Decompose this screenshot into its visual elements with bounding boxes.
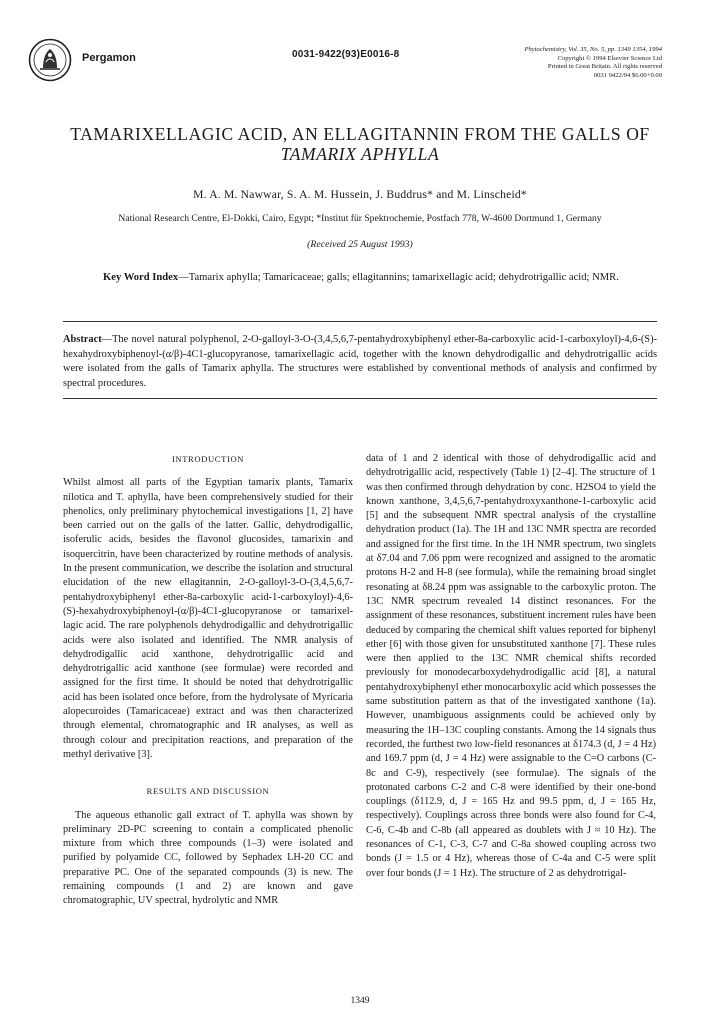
keywords-text: —Tamarix aphylla; Tamaricaceae; galls; ellagitannins; tamarixellagic acid; dehydrotrigallic acid; NMR. (178, 272, 619, 283)
abstract-label: Abstract (63, 334, 102, 345)
received-date: (Received 25 August 1993) (307, 239, 413, 250)
doi-code: 0031-9422(93)E0016-8 (292, 49, 400, 60)
printed-line: Printed in Great Britain. All rights reserved (547, 63, 662, 71)
title-line-1: TAMARIXELLAGIC ACID, AN ELLAGITANNIN FROM THE GALLS OF (70, 124, 650, 144)
results-text: The aqueous ethanolic gall extract of T. aphylla was shown by preliminary 2D-PC screening to contain a complicated phenolic mixture from which three compounds (1–3) were isolated and purified by polyamide CC, followed by Sephadex LH-20 CC and preparative PC. One of the separated compounds (3) is new. The remaining compounds (1 and 2) are known and gave chromatographic, UV spectral, hydrolytic and NMR (63, 809, 353, 907)
journal-citation: Phytochemistry, Vol. 35, No. 5, pp. 1349 1354, 1994 (524, 46, 662, 53)
page-number: 1349 (350, 996, 370, 1006)
introduction-text: Whilst almost all parts of the Egyptian tamarix plants, Tamarix nilotica and T. aphylla, have been comprehensively studied for their phenolics, only preliminary phytochemical investigations [1, 2] have been carried out on the galls of the latter. Gallic, dehydrodigallic, isoferulic acids, besides the flavonol glucosides, tamarixin and isoquercitrin, have been characterized by routine methods of analysis. In the present communication, we describe the isolation and structural elucidation of the new ellagitannin, 2-O-galloyl-3-O-(3,4,5,6,7-pentahydroxybiphenyl ether-8a-carboxylic acid-1-carboxyloyl)-4,6-(S)-hexahydroxybiphenoyl-(α/β)-4C1-glucopyranose or tamarixel-lagic acid. The rare polyphenols dehydrodigallic and dehydrotrigallic acids were also isolated and identified. The NMR analysis of dehydrodigallic acid xanthone, dehydrotrigallic acid and dehydrotrigallic acid xanthone (see formulae) were recorded and assigned for the first time. It should be noted that dehydrotrigallic acid has been isolated once before, from the hydrolysate of Myricaria alopecuroides (Tamaricaceae) extract and was then characterized through elemental, chromatographic and IR analyses, as well as through colour and precipitation reactions, and preparation of the methyl derivative [3]. (63, 477, 353, 760)
price-code: 0031 9422/94 $6.00+0.00 (593, 71, 662, 79)
authors: M. A. M. Nawwar, S. A. M. Hussein, J. Buddrus* and M. Linscheid* (193, 188, 527, 201)
abstract (63, 333, 657, 391)
publisher-name: Pergamon (82, 52, 136, 64)
abstract-top-rule (63, 321, 657, 322)
title-line-2: TAMARIX APHYLLA (280, 144, 440, 164)
introduction-heading: INTRODUCTION (171, 454, 245, 464)
article-title (40, 124, 680, 164)
keywords-label: Key Word Index (103, 272, 179, 283)
publisher-logo-icon (28, 38, 72, 82)
abstract-bottom-rule (63, 398, 657, 399)
results-heading: RESULTS AND DISCUSSION (146, 786, 270, 797)
right-column-text: data of 1 and 2 identical with those of dehydrodigallic acid and dehydrotrigallic acid, respectively (Table 1) [2–4]. The structure of 1 was then confirmed through dehydration by conc. H2SO4 to yield the known xanthone, 3,4,5,6,7-pentahydroxyxanthone-1-carboxylic acid [5] and the subsequent NMR spectral analysis of the crystalline dehydration product (1a). The 1H and 13C NMR spectra are recorded and assigned for the first time. In the 1H NMR spectrum, two singlets at δ7.04 and 7.06 ppm were recognized and assigned to the aromatic protons H-2 and H-8 (see formula), while the remaining broad singlet resonating at δ8.24 ppm was assignable to the carboxylic proton. The 13C NMR spectrum revealed 14 distinct resonances. For the assignment of these resonances, substituent increment rules have been deduced by comparing the chemical shift values reported for biphenyl ether [6] with those given for unsubstituted xanthone [7]. These rules were then applied to the 13C NMR chemical shifts recorded previously for monodecarboxydehydrodigallic acid [8], a natural pentahydroxybiphenyl ether monocarboxylic acid which possesses the same substitution pattern as that of the investigated xanthone (1a). However, unambiguous assignments could be achieved only by measuring the 1H–13C coupling constants. Among the 14 signals thus recorded, the furthest two low-field resonances at δ174.3 (d, J = 4 Hz) and 169.7 ppm (d, J = 4 Hz) were assignable to the C=O carbons (C-8c and C-9), respectively (see formulae). The signals of the protonated carbons C-2 and C-8 were identified by their one-bond couplings (δ112.9, d, J = 165 Hz and 99.5 ppm, d, J = 165 Hz, respectively). Couplings across three bonds were also found for C-4, C-6, C-4b and C-8b (all appeared as doublets with J ≈ 10 Hz). The resonances of C-1, C-3, C-7 and C-8a showed coupling across two bonds (J = 1.5 or 4 Hz), whereas those of C-4a and C-5 were split over four bonds (J = 1 Hz). The structure of 2 as dehydrotrigal- (366, 453, 656, 879)
left-column (63, 452, 353, 909)
right-column (366, 452, 656, 881)
copyright-line: Copyright © 1994 Elsevier Science Ltd (557, 54, 662, 62)
affiliation: National Research Centre, El-Dokki, Cairo, Egypt; *Institut für Spektrochemie, Postfach 778, W-4600 Dortmund 1, Germany (118, 213, 602, 224)
publisher-block (28, 38, 228, 88)
keywords (103, 271, 623, 286)
journal-info (442, 46, 662, 80)
abstract-text: —The novel natural polyphenol, 2-O-galloyl-3-O-(3,4,5,6,7-pentahydroxybiphenyl ether-8a-carboxylic acid-1-carboxyloyl)-4,6-(S)-hexahydroxybiphenoyl-(α/β)-4C1-glucopyranose, tamarixellagic acid, together with the known dehydrodigallic and dehydrotrigallic acids were isolated from the galls of Tamarix aphylla. The structures were established by conventional methods of analysis and confirmed by spectral procedures. (63, 334, 657, 389)
